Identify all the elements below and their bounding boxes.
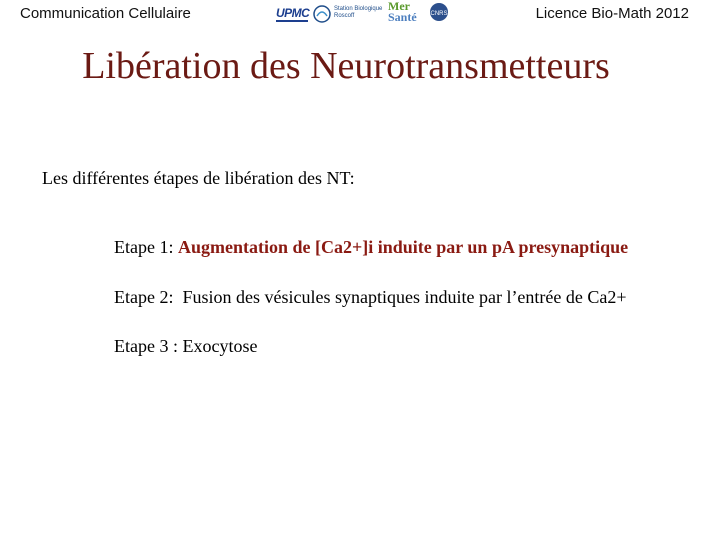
upmc-logo-underline <box>276 20 308 22</box>
roscoff-line-2: Roscoff <box>334 13 355 19</box>
mer-sante-logo <box>388 1 417 23</box>
step-2 <box>114 287 627 308</box>
step-2-text: Fusion des vésicules synaptiques induite par l’entrée de Ca2+ <box>182 287 627 307</box>
step-1-text: Augmentation de [Ca2+]i induite par un pA presynaptique <box>177 237 629 257</box>
slide-title: Libération des Neurotransmetteurs <box>82 45 610 87</box>
step-1 <box>114 237 628 258</box>
roscoff-logo-text <box>334 6 382 20</box>
roscoff-line-1: Station Biologique <box>334 6 383 12</box>
step-1-label: Etape 1: <box>114 237 178 257</box>
step-3 <box>114 336 257 357</box>
step-3-text: Exocytose <box>182 336 258 356</box>
cnrs-logo-text: CNRS <box>430 11 448 17</box>
course-title: Communication Cellulaire <box>20 5 191 22</box>
upmc-logo: UPMC <box>276 6 310 20</box>
logo-strip <box>276 1 456 29</box>
slide-header <box>0 0 720 32</box>
program-title: Licence Bio-Math 2012 <box>535 5 689 22</box>
step-2-label: Etape 2: <box>114 287 183 307</box>
slide-intro: Les différentes étapes de libération des NT: <box>42 168 355 188</box>
roscoff-logo-icon <box>313 3 331 30</box>
cnrs-logo-icon <box>428 1 450 28</box>
step-3-label: Etape 3 : <box>114 336 183 356</box>
mer-sante-line-2: Santé <box>388 10 417 24</box>
mer-sante-line-1: Mer <box>388 0 410 13</box>
